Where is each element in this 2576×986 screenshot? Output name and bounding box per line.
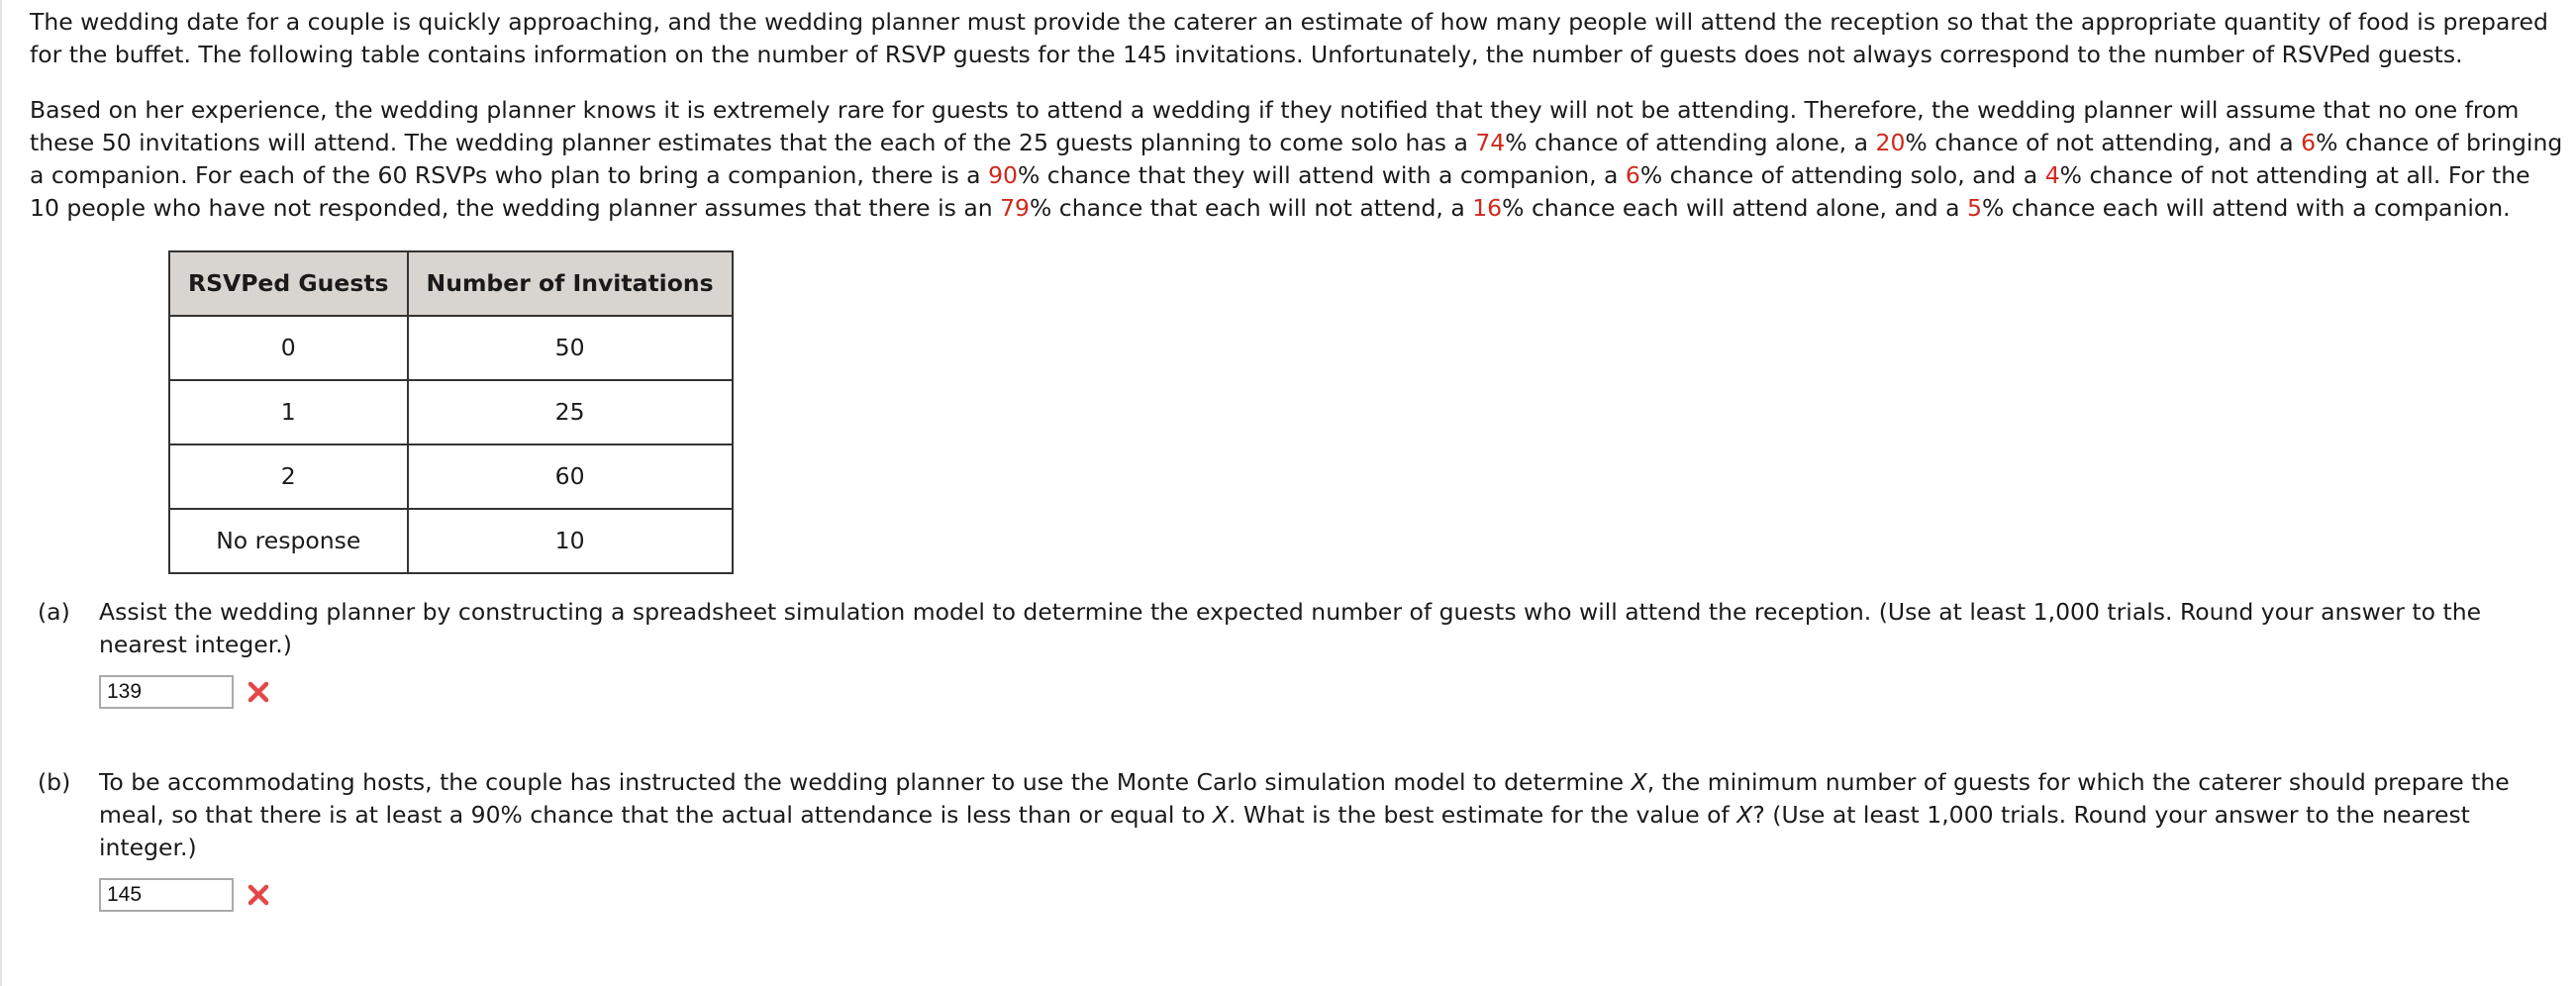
qb-text-3: . What is the best estimate for the value of: [1229, 801, 1737, 829]
probability-not-attend-solo: 20: [1875, 129, 1906, 156]
rsvp-table: [168, 250, 734, 574]
p2-text-6: % chance of attending solo, and a: [1639, 161, 2045, 189]
qb-text-1: To be accommodating hosts, the couple has instructed the wedding planner to use the Monte Carlo simulation model to determine: [99, 768, 1632, 796]
p2-text-4: % chance of bringing a companion. For each of the 60 RSVPs who plan to bring a companion, there is a: [30, 129, 2563, 189]
probability-companion-solo: 6: [2301, 129, 2317, 156]
qb-text-4: ? (Use at least 1,000 trials. Round your answer to the nearest integer.): [99, 801, 2470, 861]
question-a-text: Assist the wedding planner by constructing a spreadsheet simulation model to determine the expected number of guests who will attend the reception. (Use at least 1,000 trials. Round your answer to the nearest integer.): [99, 598, 2482, 658]
cell-number-of-invitations: 50: [408, 316, 733, 380]
probability-alone-noresponse: 16: [1472, 194, 1503, 222]
table-row: [169, 380, 733, 444]
close-icon: [246, 882, 271, 908]
cell-rsvped-guests: 1: [169, 380, 408, 444]
p2-text-8: % chance that each will not attend, a: [1030, 194, 1473, 222]
question-b-text: [99, 766, 2564, 864]
p2-text-7: % chance of not attending at all. For the 10 people who have not responded, the wedding planner assumes that there is an: [30, 161, 2530, 222]
probability-not-attend-pair: 4: [2044, 161, 2060, 189]
intro-paragraph-2: [30, 94, 2564, 225]
table-row: [169, 444, 733, 509]
p2-text-10: % chance each will attend with a companion.: [1982, 194, 2511, 222]
p2-text-1: Based on her experience, the wedding planner knows it is extremely rare for guests to attend a wedding if they notified that they will not be attending. Therefore, the wedding planner will assume that no one from these 50 invitations will attend. The wedding planner estimates that the each of the 25 guests planning to come solo has a: [30, 96, 2520, 156]
header-rsvped-guests: RSVPed Guests: [169, 251, 408, 316]
question-a: [30, 596, 2564, 711]
cell-number-of-invitations: 10: [408, 509, 733, 573]
cell-rsvped-guests: 0: [169, 316, 408, 380]
cell-rsvped-guests: No response: [169, 509, 408, 573]
cell-number-of-invitations: 60: [408, 444, 733, 509]
p2-text-9: % chance each will attend alone, and a: [1502, 194, 1968, 222]
question-a-answer-row: [99, 673, 2564, 711]
table-row: [169, 509, 733, 573]
question-b-answer-row: [99, 876, 2564, 914]
table-header-row: [169, 251, 733, 316]
probability-companion-pair: 90: [988, 161, 1018, 189]
question-b: [30, 766, 2564, 914]
probability-alone-solo: 74: [1475, 129, 1506, 156]
answer-b-input[interactable]: 145: [99, 878, 234, 912]
p2-text-3: % chance of not attending, and a: [1905, 129, 2302, 156]
probability-solo-pair: 6: [1625, 161, 1640, 189]
header-number-of-invitations: Number of Invitations: [408, 251, 733, 316]
problem-content: [30, 6, 2564, 914]
variable-x: X: [1212, 801, 1230, 829]
qb-text-2: , the minimum number of guests for which the caterer should prepare the meal, so that there is at least a 90% chance that the actual attendance is less than or equal to: [99, 768, 2510, 829]
cell-rsvped-guests: 2: [169, 444, 408, 509]
probability-companion-noresponse: 5: [1967, 194, 1982, 222]
answer-a-input[interactable]: 139: [99, 675, 234, 709]
question-b-label: (b): [38, 768, 71, 796]
table-row: [169, 316, 733, 380]
p2-text-2: % chance of attending alone, a: [1505, 129, 1876, 156]
question-a-label: (a): [38, 598, 70, 626]
probability-not-attend-noresponse: 79: [1000, 194, 1030, 222]
left-border: [0, 0, 2, 986]
variable-x: X: [1736, 801, 1753, 829]
intro-paragraph-1: The wedding date for a couple is quickly approaching, and the wedding planner must provide the caterer an estimate of how many people will attend the reception so that the appropriate quantity of food is prepared for the buffet. The following table contains information on the number of RSVP guests for the 145 invitations. Unfortunately, the number of guests does not always correspond to the number of RSVPed guests.: [30, 8, 2548, 68]
cell-number-of-invitations: 25: [408, 380, 733, 444]
variable-x: X: [1631, 768, 1647, 796]
p2-text-5: % chance that they will attend with a companion, a: [1017, 161, 1626, 189]
close-icon: [246, 679, 271, 705]
